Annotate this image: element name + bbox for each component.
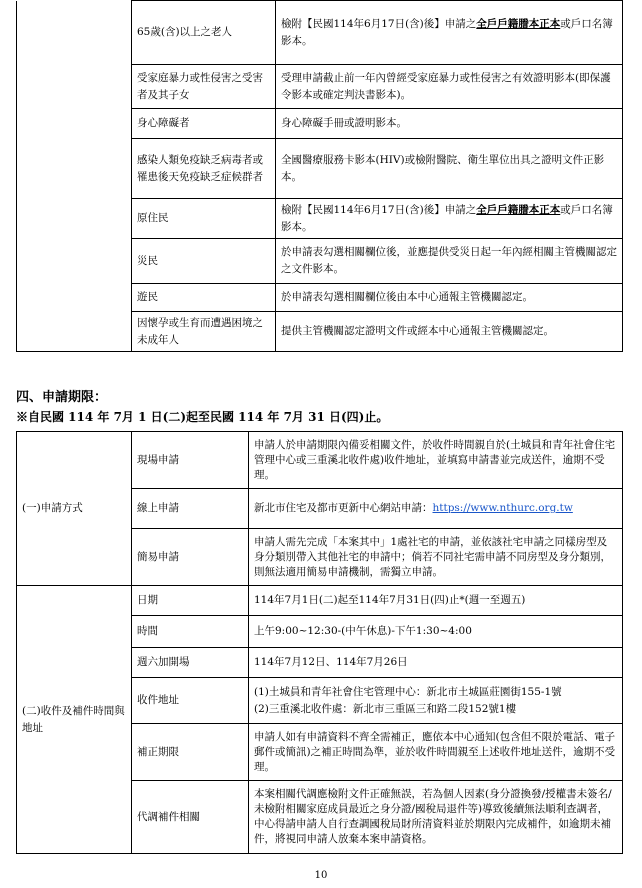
eligibility-label: 身心障礙者 bbox=[132, 109, 276, 139]
eligibility-desc: 受理申請截止前一年內曾經受家庭暴力或性侵害之有效證明影本(即保護令影本或確定判決書影本)。 bbox=[276, 65, 623, 109]
table-row bbox=[17, 586, 623, 616]
eligibility-label: 原住民 bbox=[132, 199, 276, 239]
eligibility-label: 因懷孕或生育而遭遇困境之未成年人 bbox=[132, 312, 276, 352]
eligibility-label: 65歲(含)以上之老人 bbox=[132, 1, 276, 65]
group-label: (一)申請方式 bbox=[17, 432, 132, 586]
table-row bbox=[17, 1, 623, 65]
row-desc: 114年7月12日、114年7月26日 bbox=[249, 648, 623, 678]
eligibility-desc: 提供主管機關認定證明文件或經本中心通報主管機關認定。 bbox=[276, 312, 623, 352]
eligibility-table bbox=[16, 0, 623, 352]
application-period: ※自民國 114 年 7月 1 日(二)起至民國 114 年 7月 31 日(四)止。 bbox=[16, 410, 389, 424]
row-label: 現場申請 bbox=[132, 432, 249, 489]
eligibility-desc: 全國醫療服務卡影本(HIV)或檢附醫院、衛生單位出具之證明文件正影本。 bbox=[276, 139, 623, 199]
eligibility-desc: 身心障礙手冊或證明影本。 bbox=[276, 109, 623, 139]
eligibility-desc: 於申請表勾選相關欄位後由本中心通報主管機關認定。 bbox=[276, 284, 623, 312]
row-desc: 申請人如有申請資料不齊全需補正，應依本中心通知(包含但不限於電話、電子郵件或簡訊)之補正時間為準，並於收件時間親至上述收件地址送件，逾期不受理。 bbox=[249, 724, 623, 781]
row-label: 收件地址 bbox=[132, 678, 249, 724]
row-label: 週六加開場 bbox=[132, 648, 249, 678]
eligibility-desc: 於申請表勾選相關欄位後，並應提供受災日起一年內經相關主管機關認定之文件影本。 bbox=[276, 239, 623, 284]
row-desc: 上午9:00~12:30-(中午休息)-下午1:30~4:00 bbox=[249, 616, 623, 648]
eligibility-label: 災民 bbox=[132, 239, 276, 284]
application-table bbox=[16, 431, 623, 854]
empty-cell bbox=[17, 1, 132, 352]
row-label: 補正期限 bbox=[132, 724, 249, 781]
eligibility-label: 感染人類免疫缺乏病毒者或罹患後天免疫缺乏症候群者 bbox=[132, 139, 276, 199]
table-row bbox=[17, 432, 623, 489]
page-number: 10 bbox=[314, 870, 328, 881]
website-link[interactable]: https://www.nthurc.org.tw bbox=[432, 502, 573, 514]
eligibility-label: 受家庭暴力或性侵害之受害者及其子女 bbox=[132, 65, 276, 109]
row-desc: 新北市住宅及都市更新中心網站申請：https://www.nthurc.org.tw bbox=[249, 489, 623, 529]
row-label: 線上申請 bbox=[132, 489, 249, 529]
row-label: 時間 bbox=[132, 616, 249, 648]
row-desc: 申請人需先完成「本案其中」1處社宅的申請，並依該社宅申請之同樣房型及身分類別帶入其他社宅的申請中；倘若不同社宅需申請不同房型及身分類別，則無法適用簡易申請機制，需獨立申請。 bbox=[249, 529, 623, 586]
section-heading: 四、申請期限： bbox=[16, 390, 108, 405]
group-label: (二)收件及補件時間與地址 bbox=[17, 586, 132, 854]
address-line: (2)三重溪北收件處：新北市三重區三和路二段152號1樓 bbox=[254, 702, 517, 715]
eligibility-label: 遊民 bbox=[132, 284, 276, 312]
eligibility-desc: 檢附【民國114年6月17日(含)後】申請之全戶戶籍謄本正本或戶口名簿影本。 bbox=[276, 1, 623, 65]
eligibility-desc: 檢附【民國114年6月17日(含)後】申請之全戶戶籍謄本正本或戶口名簿影本。 bbox=[276, 199, 623, 239]
row-desc: 申請人於申請期限內備妥相關文件，於收件時間親自於(土城員和青年社會住宅管理中心或三重溪北收件處)收件地址，並填寫申請書並完成送件，逾期不受理。 bbox=[249, 432, 623, 489]
row-desc: 本案相關代調應檢附文件正確無誤，若為個人因素(身分證換發/授權書未簽名/未檢附相關家庭成員最近之身分證/國稅局退件等)導致後續無法順利查調者，中心得請申請人自行查調國稅局財所清資料並於期限內完成補件，如逾期未補件，將視同申請人放棄本案申請資格。 bbox=[249, 781, 623, 854]
address-line: (1)土城員和青年社會住宅管理中心：新北市土城區莊園街155-1號 bbox=[254, 685, 562, 698]
row-desc: 114年7月1日(二)起至114年7月31日(四)止*(週一至週五) bbox=[249, 586, 623, 616]
row-desc bbox=[249, 678, 623, 724]
row-label: 日期 bbox=[132, 586, 249, 616]
row-label: 簡易申請 bbox=[132, 529, 249, 586]
row-label: 代調補件相關 bbox=[132, 781, 249, 854]
